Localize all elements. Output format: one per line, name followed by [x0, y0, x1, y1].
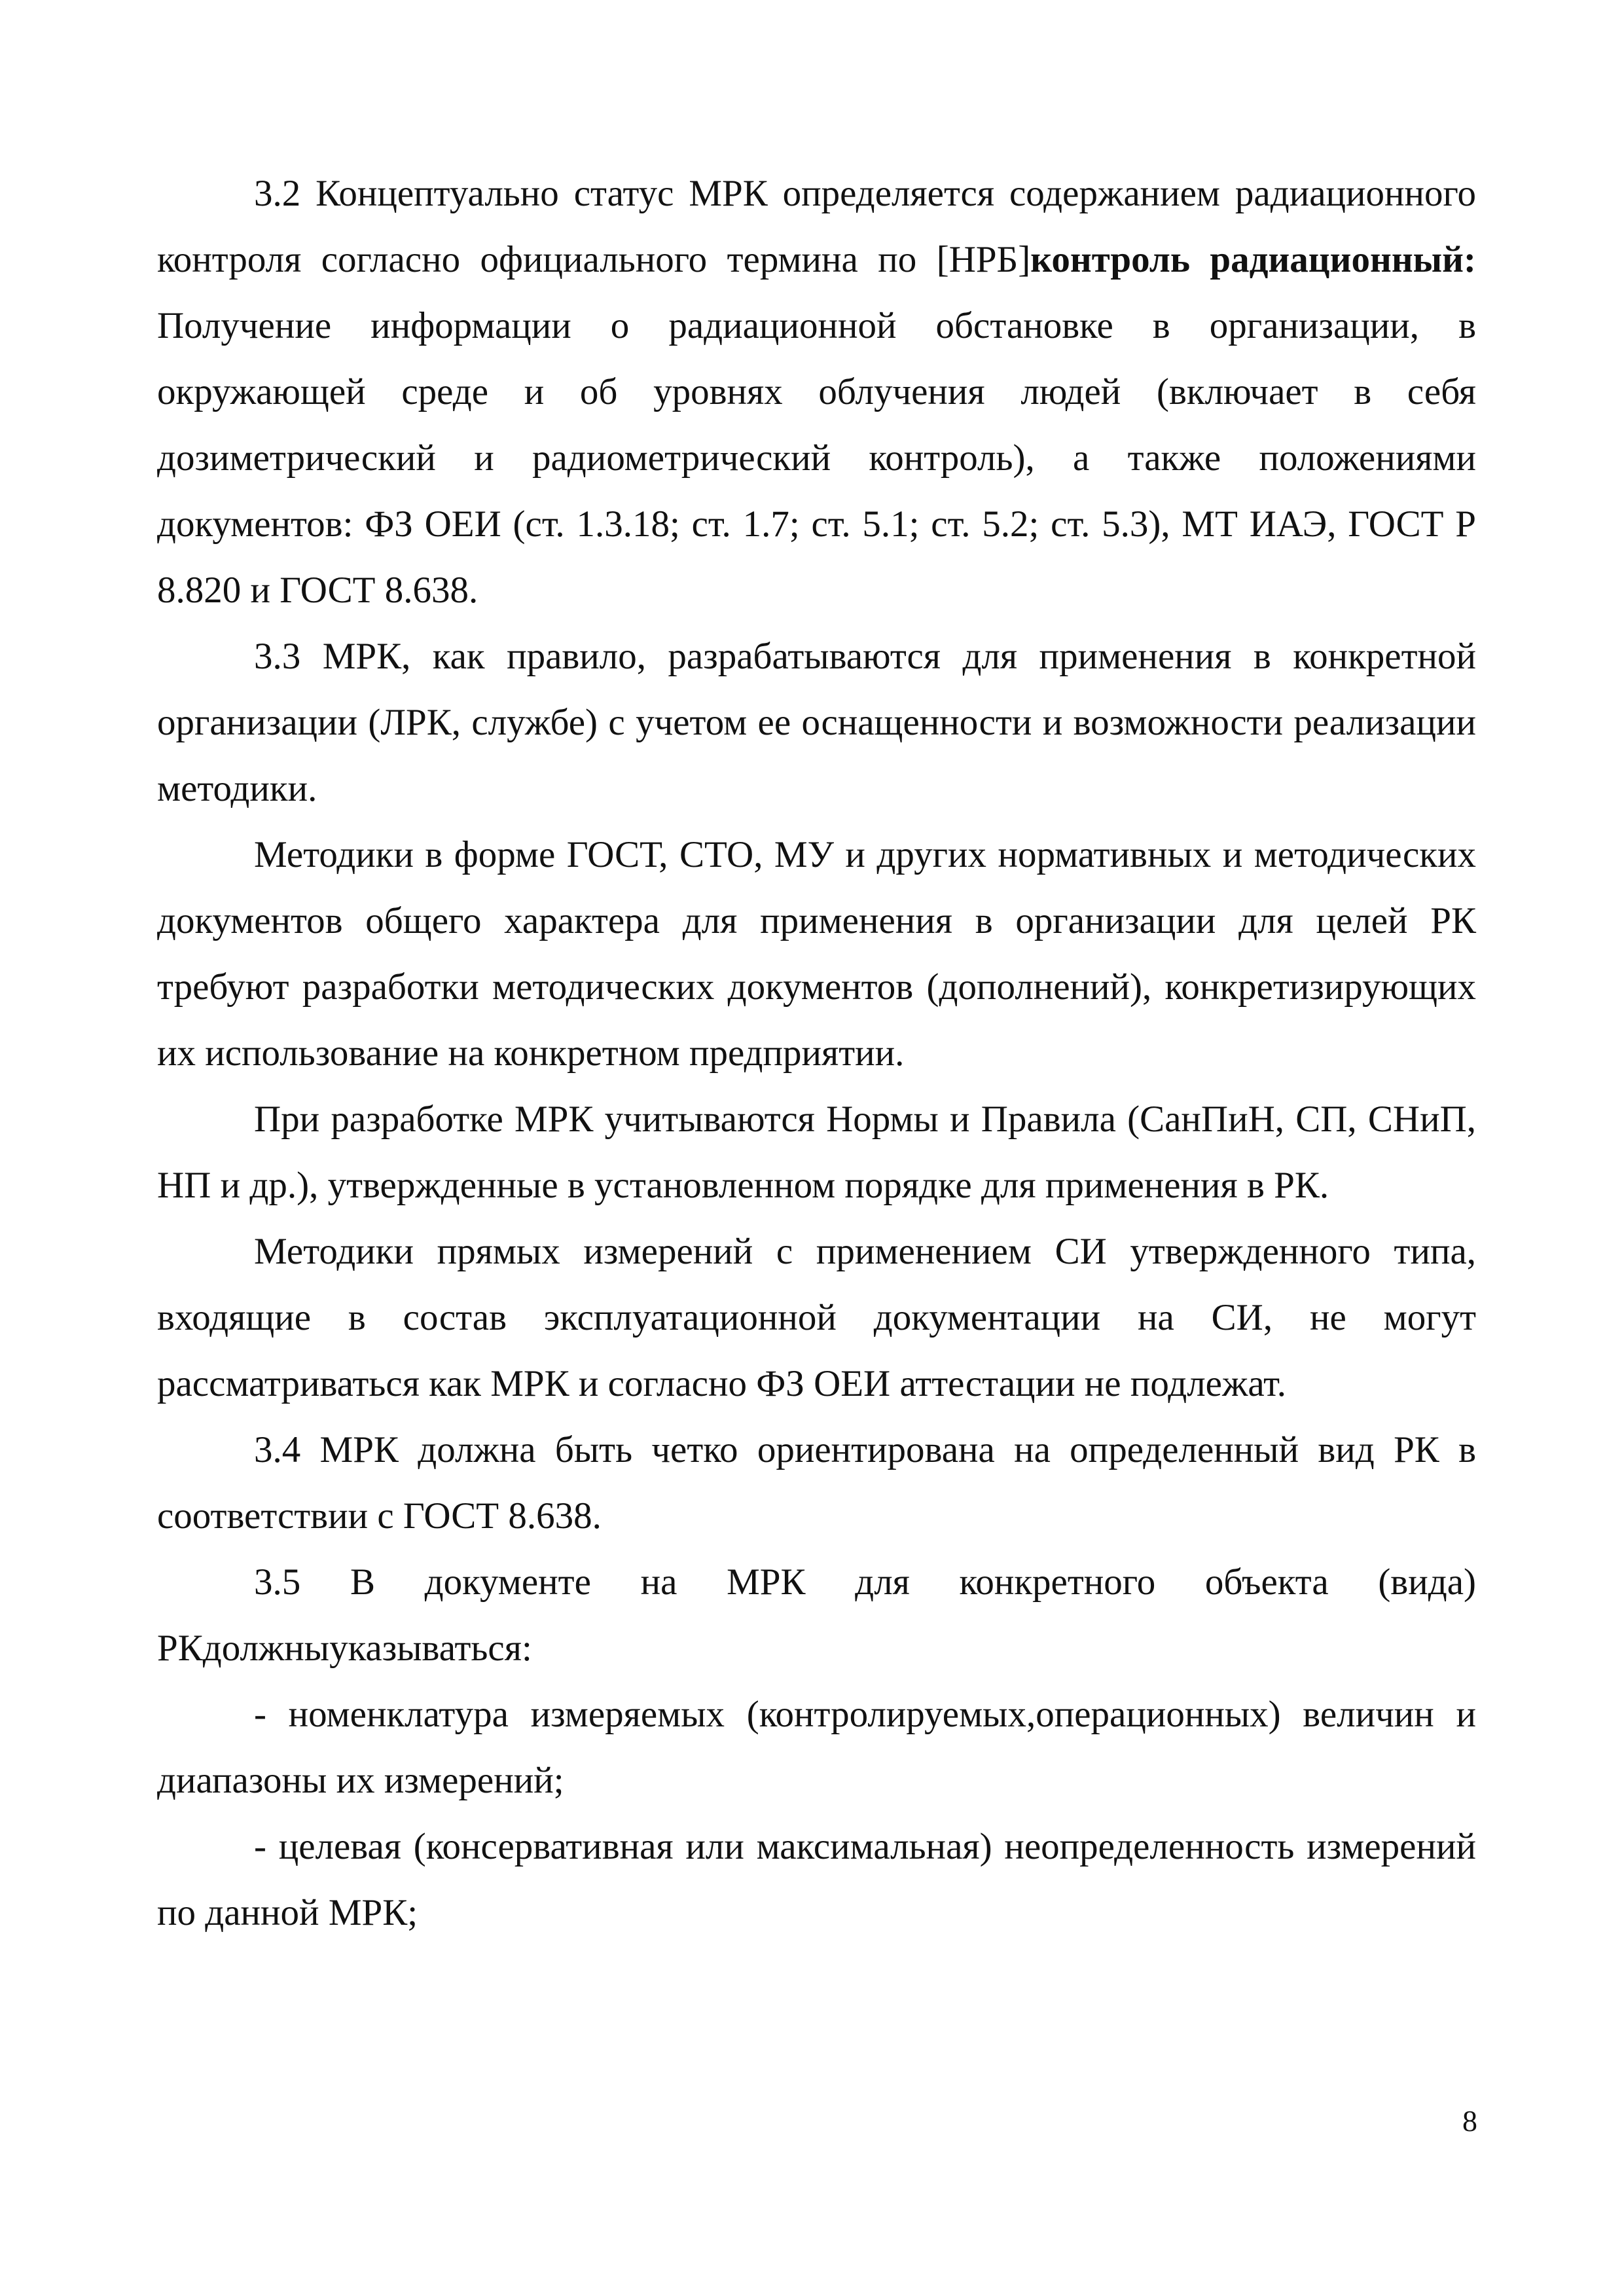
paragraph-methods-gost: Методики в форме ГОСТ, СТО, МУ и других нормативных и методических документов общего характера для применения в организации для целей РК требуют разработки методических документов (дополнений), конкретизирующих их использование на конкретном предприятии. — [157, 834, 1476, 1074]
paragraph-norms-rules: При разработке МРК учитываются Нормы и Правила (СанПиН, СП, СНиП, НП и др.), утвержденные в установленном порядке для применения в РК. — [157, 1099, 1476, 1206]
paragraph-3-2 — [157, 160, 1476, 623]
paragraph-3-2-text-a: 3.2 Концептуально статус МРК определяется содержанием радиационного контроля согласно официального термина по [НРБ] — [157, 173, 1476, 280]
term-radiation-control: контроль радиационный: — [1030, 239, 1476, 280]
paragraph-3-4: 3.4 МРК должна быть четко ориентирована на определенный вид РК в соответствии с ГОСТ 8.638. — [157, 1429, 1476, 1537]
document-body — [157, 160, 1476, 1946]
paragraph-3-3: 3.3 МРК, как правило, разрабатываются для применения в конкретной организации (ЛРК, службе) с учетом ее оснащенности и возможности реализации методики. — [157, 636, 1476, 809]
list-item-uncertainty: - целевая (консервативная или максимальная) неопределенность измерений по данной МРК; — [157, 1826, 1476, 1933]
paragraph-3-5: 3.5 В документе на МРК для конкретного объекта (вида) РКдолжныуказываться: — [157, 1561, 1476, 1669]
list-item-nomenclature: - номенклатура измеряемых (контролируемых,операционных) величин и диапазоны их измерений; — [157, 1694, 1476, 1801]
paragraph-3-2-text-b: Получение информации о радиационной обстановке в организации, в окружающей среде и об уровнях облучения людей (включает в себя дозиметрический и радиометрический контроль), а также положениями документов: ФЗ ОЕИ (ст. 1.3.18; ст. 1.7; ст. 5.1; ст. 5.2; ст. 5.3), МТ ИАЭ, ГОСТ Р 8.820 и ГОСТ 8.638. — [157, 305, 1476, 611]
paragraph-direct-measurements: Методики прямых измерений с применением СИ утвержденного типа, входящие в состав эксплуатационной документации на СИ, не могут рассматриваться как МРК и согласно ФЗ ОЕИ аттестации не подлежат. — [157, 1231, 1476, 1404]
page-number: 8 — [1462, 2104, 1477, 2138]
